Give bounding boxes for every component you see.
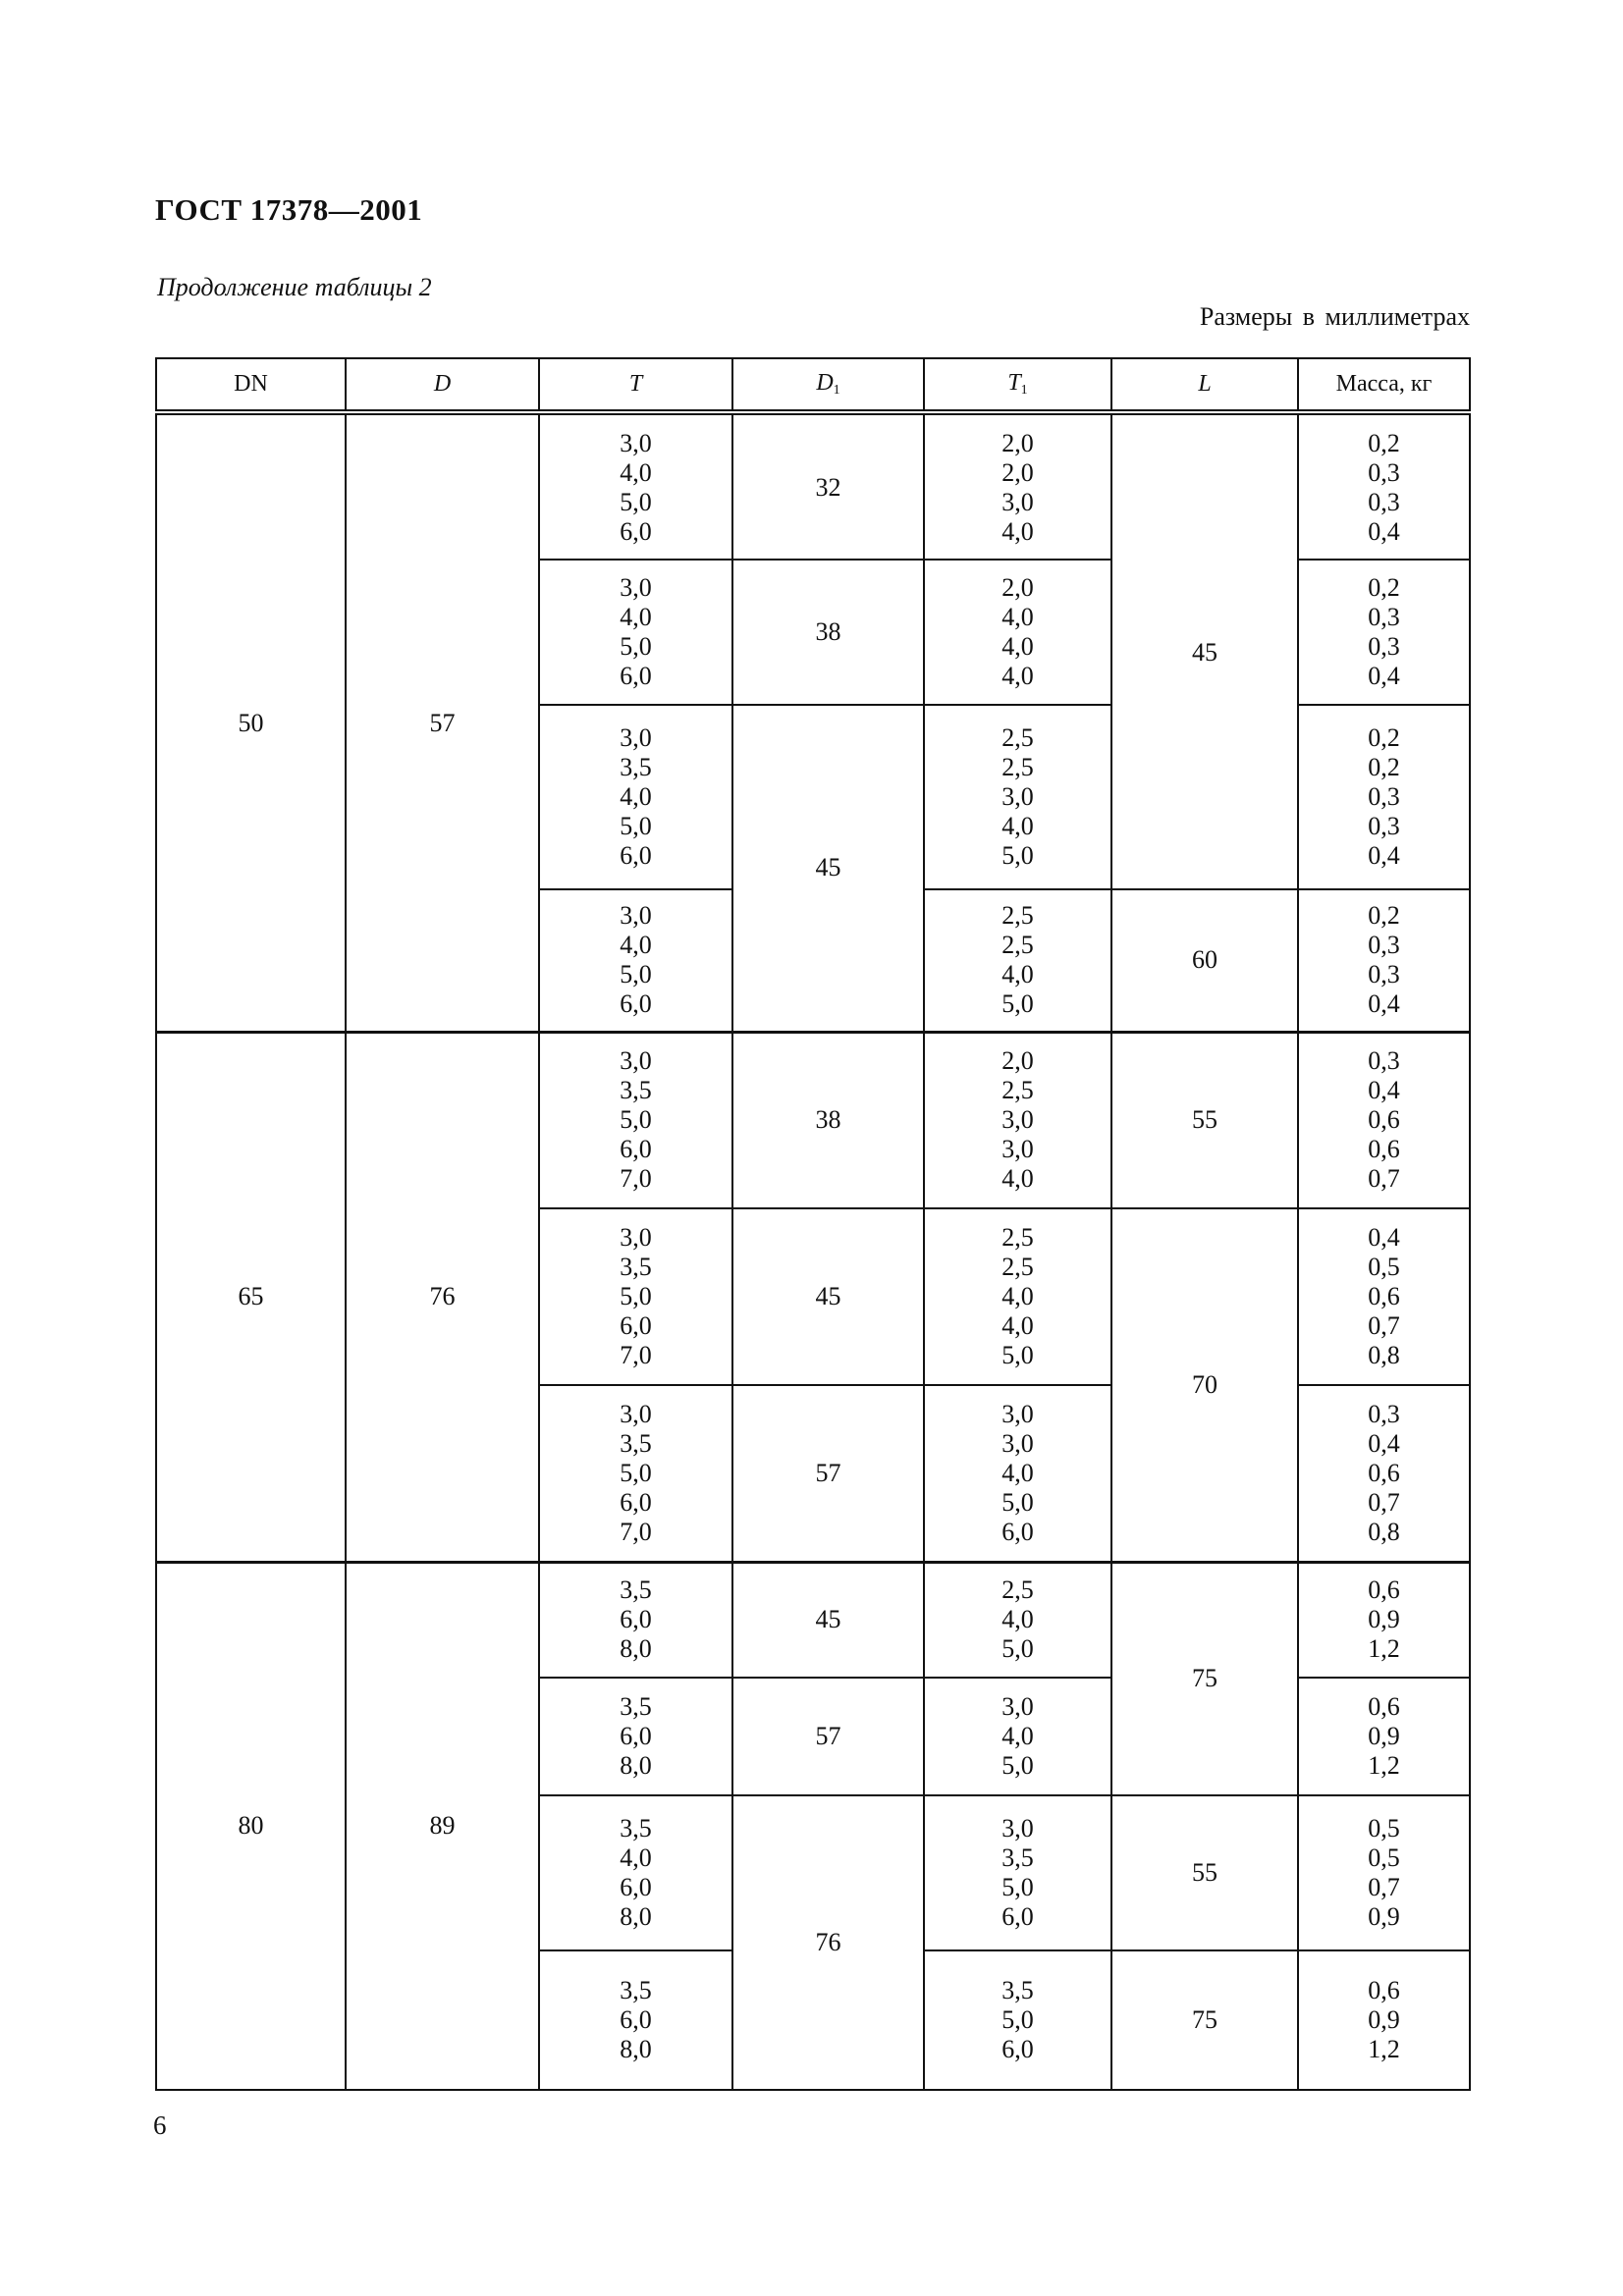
cell-value: 8,0 [620,1634,652,1664]
cell-d1: 45 [732,1208,924,1385]
cell-value: 3,0 [1001,1399,1034,1428]
cell-mass [1298,1385,1470,1562]
cell-t [539,1562,732,1678]
cell-mass [1298,1032,1470,1208]
cell-value: 5,0 [1001,2005,1034,2034]
cell-d: 57 [346,412,539,1032]
cell-value: 0,6 [1368,1282,1400,1310]
cell-value: 2,5 [1001,931,1034,960]
cell-value: 0,3 [1368,458,1400,487]
table-header-row [156,358,1470,412]
cell-dn: 80 [156,1562,346,2090]
cell-value: 3,0 [1001,1428,1034,1458]
cell-d: 89 [346,1562,539,2090]
cell-value: 4,0 [1001,1164,1034,1194]
cell-dn: 65 [156,1032,346,1562]
table-caption: Продолжение таблицы 2 [157,273,432,301]
cell-value: 4,0 [620,931,652,960]
cell-value: 0,2 [1368,573,1400,602]
cell-l: 75 [1111,1562,1298,1795]
cell-t1 [924,1678,1111,1795]
cell-value: 0,9 [1368,2005,1400,2034]
cell-mass [1298,412,1470,560]
cell-value: 4,0 [1001,960,1034,989]
cell-value: 0,6 [1368,1976,1400,2004]
cell-value: 3,5 [1001,1843,1034,1872]
cell-value: 3,0 [620,723,652,752]
cell-value: 3,5 [620,753,652,781]
cell-value: 6,0 [1001,1517,1034,1546]
cell-value: 5,0 [1001,989,1034,1019]
cell-value: 0,4 [1368,662,1400,690]
cell-value: 4,0 [1001,1311,1034,1340]
cell-value: 3,0 [620,1046,652,1076]
cell-d1: 57 [732,1678,924,1795]
group-dn-65 [156,1032,1470,1562]
cell-value: 2,5 [1001,1253,1034,1281]
cell-mass [1298,1208,1470,1385]
cell-value: 0,3 [1368,1046,1400,1076]
cell-value: 6,0 [620,1487,652,1517]
cell-value: 3,5 [620,1976,652,2004]
cell-value: 4,0 [1001,812,1034,840]
cell-value: 4,0 [1001,1722,1034,1750]
cell-value: 3,0 [620,573,652,602]
cell-value: 3,5 [620,1253,652,1281]
cell-value: 5,0 [620,812,652,840]
cell-value: 4,0 [1001,632,1034,661]
cell-value: 2,5 [1001,1223,1034,1252]
cell-t [539,1032,732,1208]
cell-value: 5,0 [620,1282,652,1310]
col-header-d1: $D_1$ [732,358,924,412]
cell-value: 0,4 [1368,1076,1400,1105]
cell-mass [1298,1562,1470,1678]
cell-value: 6,0 [620,1605,652,1634]
table-row [156,1032,1470,1208]
units-note: Размеры в миллиметрах [1199,302,1470,331]
cell-d: 76 [346,1032,539,1562]
cell-value: 0,3 [1368,603,1400,631]
cell-value: 4,0 [1001,1605,1034,1634]
cell-t [539,1385,732,1562]
cell-value: 8,0 [620,1902,652,1931]
cell-value: 1,2 [1368,2035,1400,2063]
cell-value: 2,5 [1001,1076,1034,1105]
cell-value: 8,0 [620,2035,652,2063]
cell-value: 0,3 [1368,782,1400,811]
cell-d1: 38 [732,560,924,705]
cell-value: 7,0 [620,1341,652,1369]
cell-value: 0,9 [1368,1902,1400,1931]
cell-value: 3,5 [620,1692,652,1721]
cell-t1 [924,412,1111,560]
cell-value: 0,4 [1368,517,1400,546]
cell-value: 0,3 [1368,488,1400,516]
cell-value: 3,0 [620,429,652,457]
cell-value: 2,0 [1001,458,1034,487]
cell-value: 4,0 [620,782,652,811]
cell-value: 0,7 [1368,1311,1400,1340]
col-header-d: D [346,358,539,412]
cell-value: 3,5 [620,1428,652,1458]
cell-value: 3,0 [1001,782,1034,811]
cell-value: 0,9 [1368,1722,1400,1750]
cell-value: 5,0 [1001,1751,1034,1780]
cell-value: 2,0 [1001,1046,1034,1076]
cell-value: 0,7 [1368,1487,1400,1517]
cell-value: 5,0 [620,488,652,516]
cell-value: 6,0 [620,841,652,870]
cell-value: 6,0 [620,1873,652,1901]
cell-mass [1298,1795,1470,1950]
cell-d1: 32 [732,412,924,560]
cell-t [539,1208,732,1385]
cell-value: 5,0 [1001,1341,1034,1369]
cell-value: 6,0 [620,662,652,690]
cell-t1 [924,1795,1111,1950]
cell-t1 [924,1950,1111,2090]
cell-value: 6,0 [620,989,652,1019]
cell-value: 0,2 [1368,901,1400,931]
cell-t1 [924,1385,1111,1562]
cell-value: 5,0 [1001,1873,1034,1901]
col-header-l: L [1111,358,1298,412]
cell-value: 2,5 [1001,901,1034,931]
cell-value: 6,0 [620,517,652,546]
cell-t [539,705,732,889]
cell-value: 2,0 [1001,429,1034,457]
cell-t1 [924,1208,1111,1385]
cell-value: 4,0 [1001,1282,1034,1310]
cell-value: 6,0 [620,1311,652,1340]
table-row [156,412,1470,560]
cell-l: 45 [1111,412,1298,889]
cell-l: 70 [1111,1208,1298,1562]
cell-dn: 50 [156,412,346,1032]
cell-value: 5,0 [620,1458,652,1487]
document-title: ГОСТ 17378—2001 [155,192,423,227]
cell-mass [1298,560,1470,705]
col-header-t: T [539,358,732,412]
cell-value: 1,2 [1368,1634,1400,1664]
cell-value: 0,9 [1368,1605,1400,1634]
cell-mass [1298,889,1470,1032]
cell-value: 4,0 [1001,603,1034,631]
cell-t1 [924,1562,1111,1678]
cell-value: 5,0 [620,1105,652,1135]
cell-value: 3,0 [1001,1814,1034,1842]
cell-mass [1298,1678,1470,1795]
cell-d1: 57 [732,1385,924,1562]
cell-value: 3,5 [620,1575,652,1605]
cell-value: 5,0 [620,632,652,661]
col-header-t1: $T_1$ [924,358,1111,412]
cell-value: 7,0 [620,1517,652,1546]
cell-value: 3,5 [620,1814,652,1842]
cell-value: 6,0 [1001,1902,1034,1931]
group-dn-80 [156,1562,1470,2090]
group-dn-50 [156,412,1470,1032]
col-header-mass: Масса, кг [1298,358,1470,412]
cell-l: 75 [1111,1950,1298,2090]
cell-t [539,560,732,705]
cell-value: 0,3 [1368,931,1400,960]
cell-l: 55 [1111,1032,1298,1208]
cell-value: 2,5 [1001,723,1034,752]
cell-value: 3,5 [620,1076,652,1105]
cell-value: 6,0 [620,1135,652,1164]
cell-d1: 76 [732,1795,924,2090]
cell-value: 6,0 [620,2005,652,2034]
cell-value: 0,3 [1368,632,1400,661]
cell-t [539,1950,732,2090]
cell-value: 4,0 [620,458,652,487]
cell-value: 0,8 [1368,1517,1400,1546]
cell-value: 4,0 [620,603,652,631]
col-header-dn: DN [156,358,346,412]
cell-t1 [924,1032,1111,1208]
cell-t1 [924,560,1111,705]
cell-l: 60 [1111,889,1298,1032]
cell-value: 5,0 [1001,1487,1034,1517]
cell-t [539,412,732,560]
cell-value: 4,0 [620,1843,652,1872]
cell-value: 0,2 [1368,753,1400,781]
cell-value: 0,8 [1368,1341,1400,1369]
cell-t1 [924,889,1111,1032]
cell-value: 2,0 [1001,573,1034,602]
cell-d1: 45 [732,705,924,1032]
cell-value: 0,3 [1368,1399,1400,1428]
table-row [156,1562,1470,1678]
cell-value: 3,0 [620,1223,652,1252]
cell-t [539,889,732,1032]
cell-value: 0,3 [1368,960,1400,989]
dimensions-table [155,357,1471,2091]
cell-value: 0,4 [1368,1223,1400,1252]
cell-value: 2,5 [1001,753,1034,781]
cell-mass [1298,705,1470,889]
cell-value: 0,5 [1368,1814,1400,1842]
cell-value: 5,0 [1001,1634,1034,1664]
cell-value: 4,0 [1001,517,1034,546]
cell-value: 0,3 [1368,812,1400,840]
cell-value: 3,0 [620,1399,652,1428]
cell-value: 0,6 [1368,1135,1400,1164]
cell-value: 0,6 [1368,1692,1400,1721]
cell-value: 3,0 [620,901,652,931]
cell-t [539,1795,732,1950]
cell-value: 0,6 [1368,1105,1400,1135]
cell-d1: 45 [732,1562,924,1678]
cell-t1 [924,705,1111,889]
cell-d1: 38 [732,1032,924,1208]
cell-value: 0,6 [1368,1458,1400,1487]
cell-value: 0,7 [1368,1164,1400,1194]
cell-value: 1,2 [1368,1751,1400,1780]
cell-value: 0,7 [1368,1873,1400,1901]
cell-value: 3,0 [1001,1692,1034,1721]
cell-value: 3,0 [1001,488,1034,516]
cell-value: 0,2 [1368,429,1400,457]
cell-value: 0,4 [1368,1428,1400,1458]
cell-value: 8,0 [620,1751,652,1780]
cell-value: 3,0 [1001,1135,1034,1164]
cell-value: 5,0 [620,960,652,989]
cell-value: 3,5 [1001,1976,1034,2004]
cell-l: 55 [1111,1795,1298,1950]
cell-value: 0,6 [1368,1575,1400,1605]
cell-value: 0,5 [1368,1843,1400,1872]
cell-value: 0,4 [1368,989,1400,1019]
cell-value: 6,0 [620,1722,652,1750]
cell-t [539,1678,732,1795]
cell-value: 5,0 [1001,841,1034,870]
cell-value: 0,4 [1368,841,1400,870]
cell-value: 0,2 [1368,723,1400,752]
cell-value: 7,0 [620,1164,652,1194]
page-number: 6 [153,2110,167,2140]
cell-value: 2,5 [1001,1575,1034,1605]
cell-value: 6,0 [1001,2035,1034,2063]
cell-value: 4,0 [1001,662,1034,690]
cell-value: 4,0 [1001,1458,1034,1487]
cell-value: 3,0 [1001,1105,1034,1135]
cell-value: 0,5 [1368,1253,1400,1281]
cell-mass [1298,1950,1470,2090]
